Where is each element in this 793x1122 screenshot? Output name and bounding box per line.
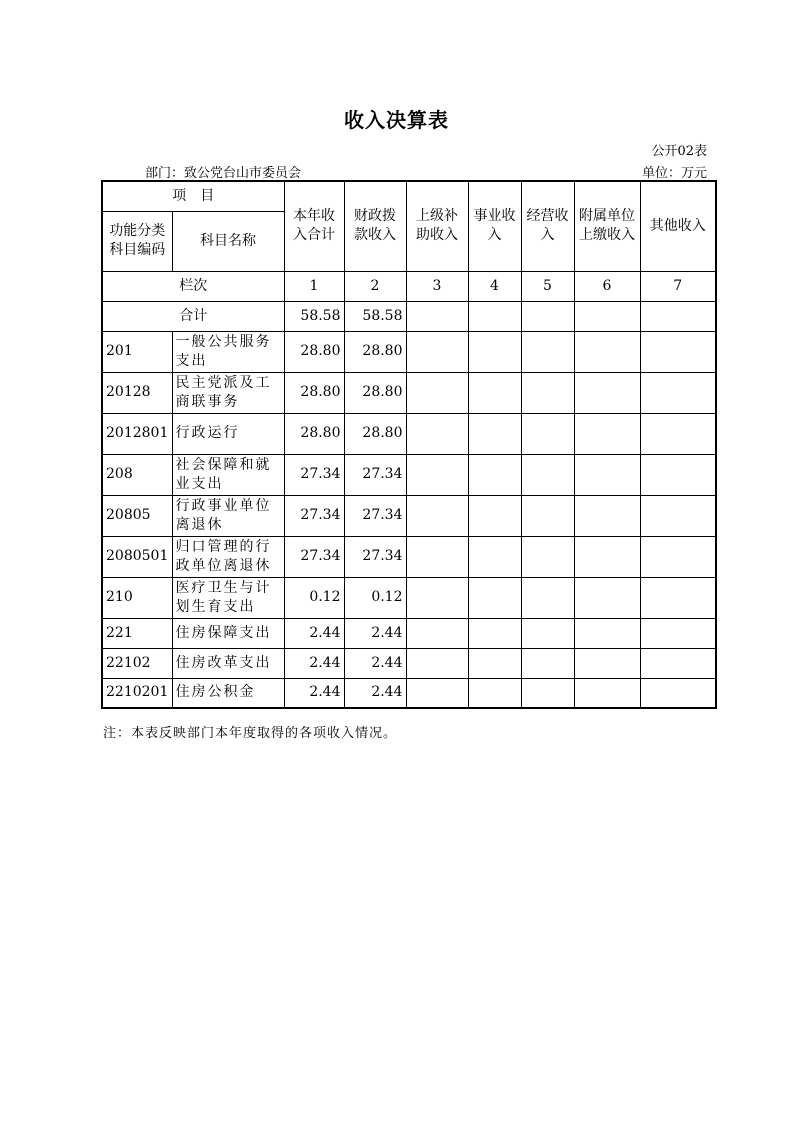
row-code: 201 — [102, 331, 172, 372]
row-total: 2.44 — [284, 648, 344, 678]
empty-cell — [406, 678, 468, 708]
empty-cell — [468, 577, 521, 618]
empty-cell — [640, 454, 716, 495]
row-fiscal: 2.44 — [344, 648, 406, 678]
empty-cell — [521, 648, 574, 678]
row-code: 210 — [102, 577, 172, 618]
row-code: 20128 — [102, 372, 172, 413]
empty-cell — [574, 454, 640, 495]
empty-cell — [521, 536, 574, 577]
empty-cell — [406, 577, 468, 618]
header-subject-name: 科目名称 — [172, 211, 284, 271]
row-fiscal: 28.80 — [344, 413, 406, 454]
empty-cell — [521, 454, 574, 495]
row-code: 2012801 — [102, 413, 172, 454]
empty-cell — [468, 331, 521, 372]
empty-cell — [640, 618, 716, 648]
empty-cell — [574, 678, 640, 708]
empty-cell — [574, 577, 640, 618]
row-name: 行政事业单位离退休 — [172, 495, 284, 536]
form-code: 公开02表 — [651, 144, 707, 159]
footnote: 注：本表反映部门本年度取得的各项收入情况。 — [103, 726, 398, 741]
row-fiscal: 2.44 — [344, 678, 406, 708]
empty-cell — [521, 372, 574, 413]
empty-cell — [468, 678, 521, 708]
row-code: 208 — [102, 454, 172, 495]
empty-cell — [406, 331, 468, 372]
row-name: 归口管理的行政单位离退休 — [172, 536, 284, 577]
column-number-row — [102, 271, 716, 301]
row-fiscal: 27.34 — [344, 495, 406, 536]
empty-cell — [574, 413, 640, 454]
row-fiscal: 27.34 — [344, 454, 406, 495]
table-row — [102, 413, 716, 454]
row-fiscal: 0.12 — [344, 577, 406, 618]
empty-cell — [468, 454, 521, 495]
header-fiscal: 财政拨款收入 — [344, 181, 406, 271]
empty-cell — [406, 454, 468, 495]
row-code: 2210201 — [102, 678, 172, 708]
empty-cell — [468, 372, 521, 413]
row-total: 28.80 — [284, 413, 344, 454]
empty-cell — [574, 331, 640, 372]
row-fiscal: 28.80 — [344, 372, 406, 413]
page-title: 收入决算表 — [344, 108, 449, 132]
header-operating: 经营收入 — [521, 181, 574, 271]
header-affiliated: 附属单位上缴收入 — [574, 181, 640, 271]
row-total: 27.34 — [284, 536, 344, 577]
table-row — [102, 454, 716, 495]
empty-cell — [468, 495, 521, 536]
empty-cell — [468, 536, 521, 577]
empty-cell — [574, 495, 640, 536]
empty-cell — [406, 372, 468, 413]
header-func-code: 功能分类科目编码 — [102, 211, 172, 271]
header-superior: 上级补助收入 — [406, 181, 468, 271]
income-table — [101, 180, 717, 709]
row-fiscal: 27.34 — [344, 536, 406, 577]
table-row — [102, 618, 716, 648]
header-item: 项 目 — [102, 181, 284, 211]
column-row-label: 栏次 — [102, 271, 284, 301]
row-name: 一般公共服务支出 — [172, 331, 284, 372]
total-amount: 58.58 — [284, 301, 344, 331]
empty-cell — [640, 372, 716, 413]
empty-cell — [521, 413, 574, 454]
row-code: 22102 — [102, 648, 172, 678]
empty-cell — [406, 413, 468, 454]
table-row — [102, 495, 716, 536]
row-name: 住房公积金 — [172, 678, 284, 708]
empty-cell — [640, 413, 716, 454]
header-business: 事业收入 — [468, 181, 521, 271]
empty-cell — [406, 618, 468, 648]
col-num: 7 — [640, 271, 716, 301]
row-fiscal: 28.80 — [344, 331, 406, 372]
empty-cell — [640, 495, 716, 536]
table-row — [102, 331, 716, 372]
empty-cell — [640, 648, 716, 678]
row-name: 住房改革支出 — [172, 648, 284, 678]
row-total: 2.44 — [284, 678, 344, 708]
empty-cell — [574, 618, 640, 648]
empty-cell — [640, 331, 716, 372]
col-num: 3 — [406, 271, 468, 301]
col-num: 6 — [574, 271, 640, 301]
table-row — [102, 372, 716, 413]
empty-cell — [468, 648, 521, 678]
row-name: 行政运行 — [172, 413, 284, 454]
total-row — [102, 301, 716, 331]
row-total: 27.34 — [284, 454, 344, 495]
empty-cell — [640, 577, 716, 618]
row-code: 20805 — [102, 495, 172, 536]
col-num: 5 — [521, 271, 574, 301]
row-total: 2.44 — [284, 618, 344, 648]
empty-cell — [574, 372, 640, 413]
header-total: 本年收入合计 — [284, 181, 344, 271]
table-row — [102, 678, 716, 708]
empty-cell — [574, 648, 640, 678]
department-label: 部门：致公党台山市委员会 — [145, 166, 302, 181]
empty-cell — [521, 678, 574, 708]
empty-cell — [521, 331, 574, 372]
total-label: 合计 — [102, 301, 284, 331]
row-code: 2080501 — [102, 536, 172, 577]
empty-cell — [521, 618, 574, 648]
col-num: 2 — [344, 271, 406, 301]
unit-label: 单位：万元 — [641, 166, 707, 181]
row-fiscal: 2.44 — [344, 618, 406, 648]
empty-cell — [406, 495, 468, 536]
table-row — [102, 577, 716, 618]
row-name: 民主党派及工商联事务 — [172, 372, 284, 413]
header-row-1 — [102, 181, 716, 211]
row-total: 28.80 — [284, 331, 344, 372]
row-total: 27.34 — [284, 495, 344, 536]
row-code: 221 — [102, 618, 172, 648]
empty-cell — [406, 648, 468, 678]
empty-cell — [406, 536, 468, 577]
col-num: 4 — [468, 271, 521, 301]
empty-cell — [521, 495, 574, 536]
empty-cell — [468, 413, 521, 454]
col-num: 1 — [284, 271, 344, 301]
empty-cell — [468, 618, 521, 648]
row-name: 社会保障和就业支出 — [172, 454, 284, 495]
empty-cell — [521, 577, 574, 618]
row-name: 医疗卫生与计划生育支出 — [172, 577, 284, 618]
table-row — [102, 648, 716, 678]
total-fiscal: 58.58 — [344, 301, 406, 331]
header-other: 其他收入 — [640, 181, 716, 271]
empty-cell — [574, 536, 640, 577]
empty-cell — [640, 536, 716, 577]
empty-cell — [640, 678, 716, 708]
row-total: 28.80 — [284, 372, 344, 413]
row-name: 住房保障支出 — [172, 618, 284, 648]
table-row — [102, 536, 716, 577]
row-total: 0.12 — [284, 577, 344, 618]
